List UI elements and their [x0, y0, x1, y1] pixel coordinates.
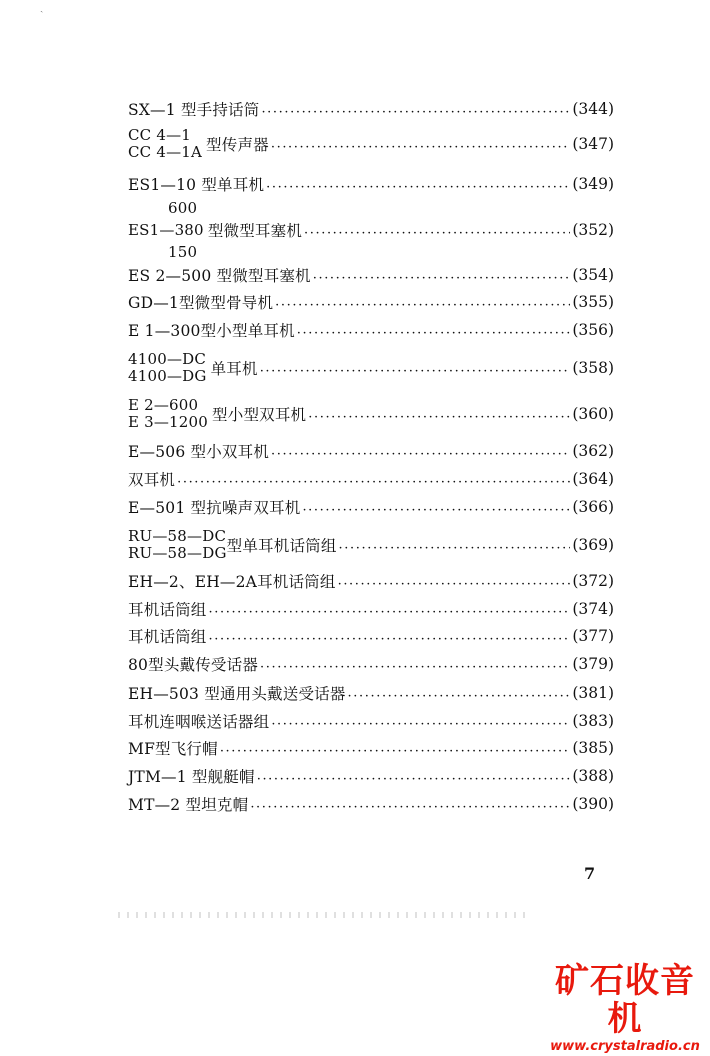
watermark-url[interactable]: www.crystalradio.cn — [550, 1039, 700, 1054]
toc-entry[interactable] — [128, 496, 614, 518]
toc-entry[interactable] — [128, 682, 614, 704]
watermark[interactable] — [540, 962, 710, 1056]
toc-entry-page: (349) — [572, 175, 614, 193]
model-code: 150 — [168, 243, 198, 261]
toc-entry[interactable] — [128, 291, 614, 313]
model-code: E 3—1200 — [128, 413, 209, 431]
toc-entry-page: (390) — [572, 795, 614, 813]
toc-entry-title: JTM—1 型舰艇帽 — [128, 768, 255, 786]
toc-entry-title — [128, 351, 258, 385]
model-stack — [128, 351, 207, 385]
toc-entry-title — [128, 127, 269, 161]
dot-leader — [260, 365, 571, 378]
toc-entry[interactable] — [128, 349, 614, 387]
toc-entry[interactable] — [128, 737, 614, 759]
toc-entry-title: MT—2 型坦克帽 — [128, 796, 249, 814]
toc-entry-page: (377) — [572, 627, 614, 645]
toc-entry-page: (369) — [572, 536, 614, 554]
toc-entry-page: (381) — [572, 684, 614, 702]
dot-leader — [275, 299, 570, 312]
toc-entry-page: (352) — [572, 221, 614, 239]
toc-entry-page: (385) — [572, 739, 614, 757]
dot-leader — [261, 106, 570, 119]
dot-leader — [271, 718, 570, 731]
toc-entry-page: (358) — [572, 359, 614, 377]
toc-entry-title-text: 型小型双耳机 — [212, 406, 307, 424]
dot-leader — [313, 272, 571, 285]
toc-entry-page: (356) — [572, 321, 614, 339]
toc-entry-page: (354) — [572, 266, 614, 284]
dot-leader — [302, 504, 570, 517]
toc-entry[interactable] — [128, 765, 614, 787]
toc-entry-title — [128, 528, 337, 562]
dot-leader — [304, 227, 570, 240]
toc-entry[interactable] — [128, 173, 614, 195]
toc-entry[interactable] — [128, 440, 614, 462]
model-code: CC 4—1 — [128, 126, 192, 144]
model-code: CC 4—1A — [128, 143, 203, 161]
dot-leader — [339, 542, 571, 555]
toc-entry-title: GD—1型微型骨导机 — [128, 294, 274, 312]
toc-entry-page: (366) — [572, 498, 614, 516]
toc-entry-page: (360) — [572, 405, 614, 423]
toc-entry-title: E—501 型抗噪声双耳机 — [128, 499, 301, 517]
toc-entry-page: (374) — [572, 600, 614, 618]
model-code: 600 — [168, 199, 198, 217]
toc-entry-page: (364) — [572, 470, 614, 488]
toc-entry-page: (388) — [572, 767, 614, 785]
dot-leader — [220, 745, 570, 758]
toc-entry[interactable] — [128, 98, 614, 120]
toc-entry-title-text: 型微型耳塞机 — [207, 222, 303, 240]
toc-entry-title — [128, 397, 306, 431]
model-stack — [128, 127, 202, 161]
toc-entry[interactable] — [128, 793, 614, 815]
scan-noise — [118, 912, 528, 918]
toc-entry[interactable] — [128, 468, 614, 490]
page-number: 7 — [584, 864, 596, 883]
model-code: RU—58—DG — [128, 544, 227, 562]
dot-leader — [297, 327, 571, 340]
dot-leader — [338, 578, 571, 591]
dot-leader — [308, 411, 570, 424]
model-stack — [128, 397, 208, 431]
model-code: 4100—DG — [128, 367, 207, 385]
toc-entry-page: (344) — [572, 100, 614, 118]
toc-entry-page: (379) — [572, 655, 614, 673]
toc-entry[interactable] — [128, 625, 614, 647]
toc-entry[interactable] — [128, 526, 614, 564]
toc-entry[interactable] — [128, 710, 614, 732]
model-code: 4100—DC — [128, 350, 207, 368]
toc-entry-page: (362) — [572, 442, 614, 460]
toc-entry[interactable] — [128, 197, 614, 263]
model-code: ES1—380 — [128, 221, 204, 239]
toc-entry[interactable] — [128, 653, 614, 675]
model-stack — [128, 528, 227, 562]
model-stack — [128, 197, 204, 263]
toc-entry-title: 耳机连咽喉送话器组 — [128, 713, 270, 731]
toc-entry-title: ES1—10 型单耳机 — [128, 176, 265, 194]
dot-leader — [257, 773, 571, 786]
toc-entry[interactable] — [128, 395, 614, 433]
toc-entry-title: EH—2、EH—2A耳机话筒组 — [128, 573, 336, 591]
toc-entry-title: E—506 型小双耳机 — [128, 443, 270, 461]
toc-entry-title: EH—503 型通用头戴送受话器 — [128, 685, 346, 703]
toc-entry[interactable] — [128, 319, 614, 341]
toc-entry-title-text: 单耳机 — [210, 360, 258, 378]
dot-leader — [271, 448, 570, 461]
dot-leader — [250, 801, 570, 814]
watermark-logo-text: 矿石收音机 — [555, 961, 695, 1039]
toc-entry-page: (347) — [572, 135, 614, 153]
dot-leader — [209, 606, 571, 619]
dot-leader — [266, 181, 570, 194]
toc-entry-title-text: 型单耳机话筒组 — [226, 537, 337, 555]
toc-entry[interactable] — [128, 598, 614, 620]
toc-entry-title — [128, 197, 302, 263]
toc-entry-title: 80型头戴传受话器 — [128, 656, 259, 674]
toc-entry-title: SX—1 型手持话筒 — [128, 101, 260, 119]
model-code: E 2—600 — [128, 396, 199, 414]
toc-entry-title: 耳机话筒组 — [128, 601, 207, 619]
dot-leader — [271, 141, 570, 154]
toc-entry-title: E 1—300型小型单耳机 — [128, 322, 295, 340]
dot-leader — [260, 661, 570, 674]
toc-entry-title-text: 型传声器 — [206, 136, 269, 154]
dot-leader — [177, 476, 570, 489]
toc-entry-title: 耳机话筒组 — [128, 628, 207, 646]
model-code: RU—58—DC — [128, 527, 227, 545]
toc-entry[interactable] — [128, 264, 614, 286]
scan-mark: ˎ — [40, 2, 44, 13]
dot-leader — [348, 690, 571, 703]
toc-entry-title: MF型飞行帽 — [128, 740, 218, 758]
toc-entry[interactable] — [128, 570, 614, 592]
toc-entry-title: 双耳机 — [128, 471, 176, 489]
toc-entry-title: ES 2—500 型微型耳塞机 — [128, 267, 311, 285]
toc-entry-page: (383) — [572, 712, 614, 730]
dot-leader — [209, 633, 571, 646]
toc-entry-page: (372) — [572, 572, 614, 590]
toc-entry-page: (355) — [572, 293, 614, 311]
toc-entry[interactable] — [128, 126, 614, 162]
